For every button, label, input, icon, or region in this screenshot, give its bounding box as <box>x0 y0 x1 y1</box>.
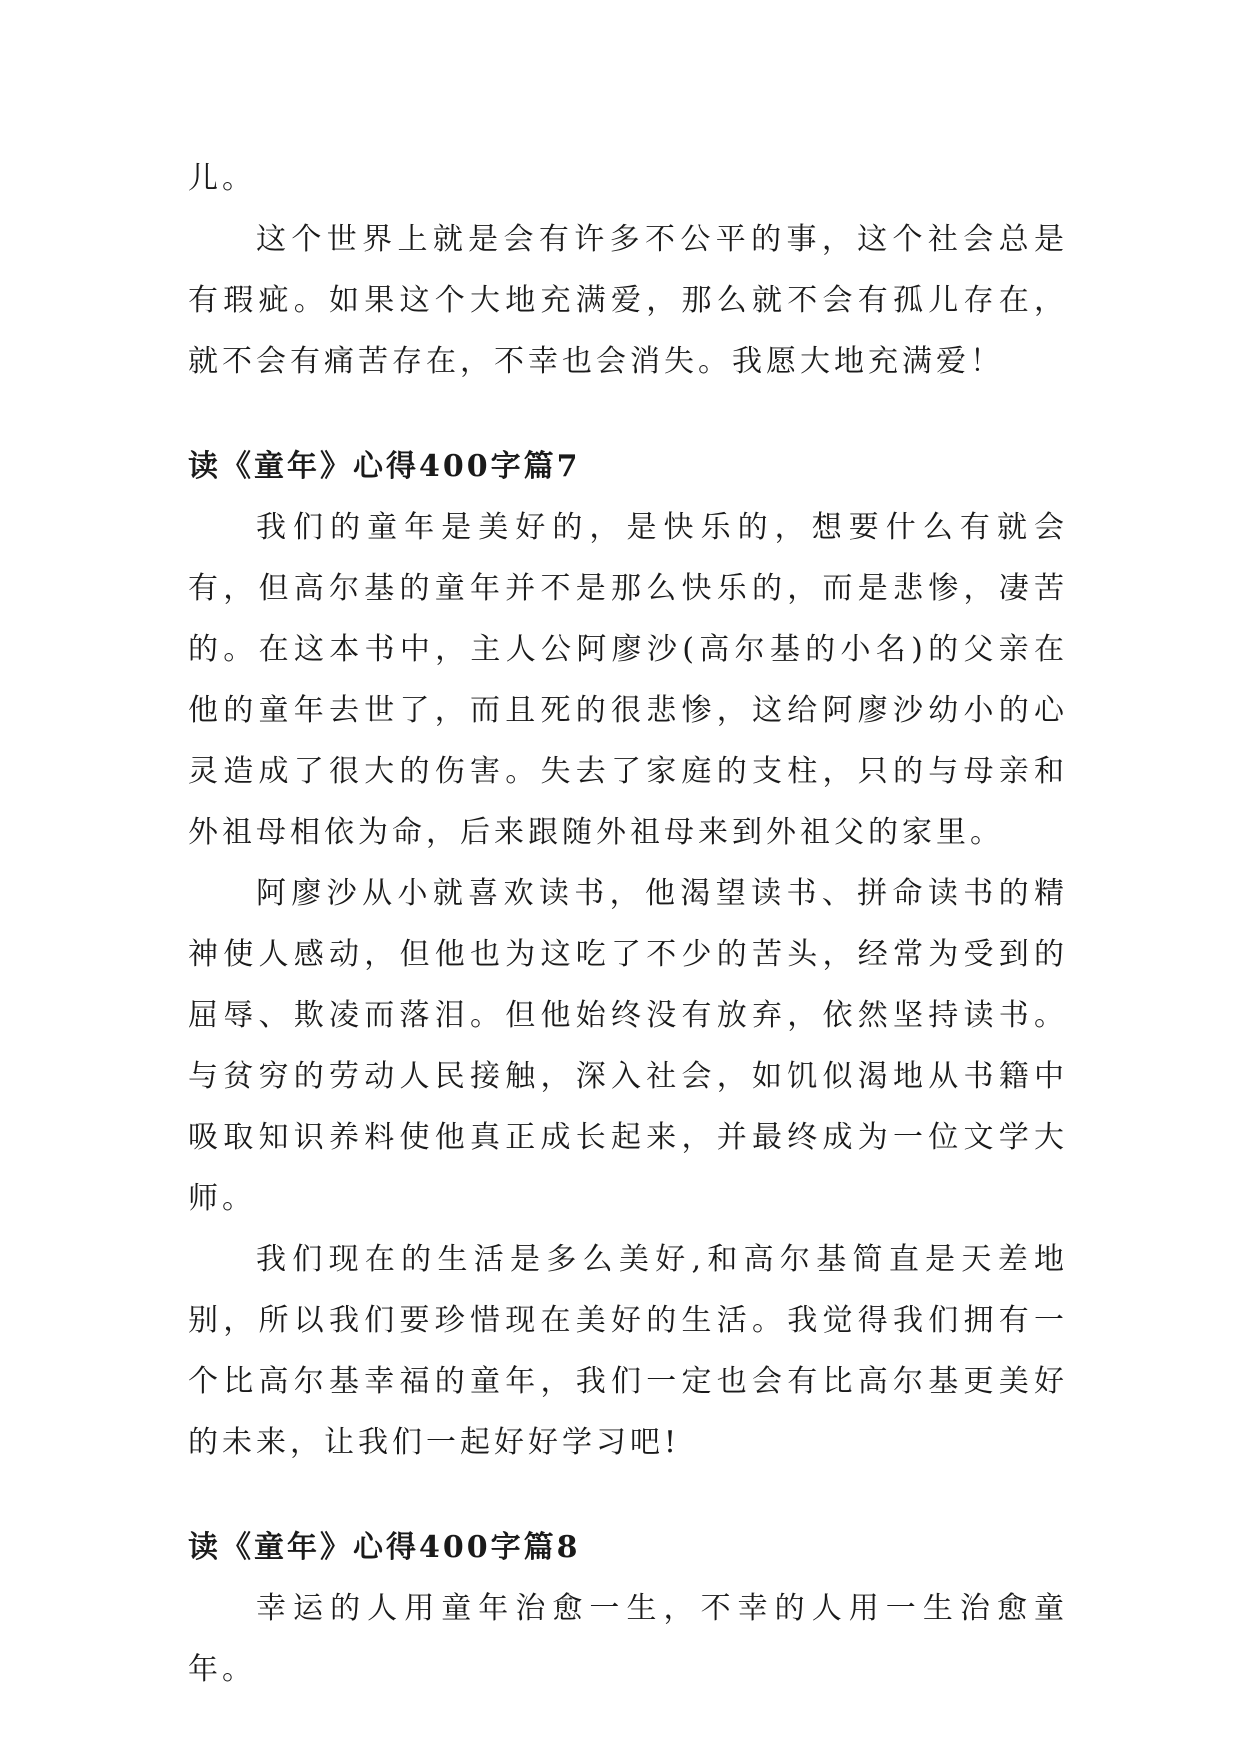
continuation-text: 儿。 <box>188 161 256 196</box>
paragraph: 阿廖沙从小就喜欢读书，他渴望读书、拼命读书的精神使人感动，但他也为这吃了不少的苦头，经常为受到的屈辱、欺凌而落泪。但他始终没有放弃，依然坚持读书。与贫穷的劳动人民接触，深入社会，如饥似渴地从书籍中吸取知识养料使他真正成长起来，并最终成为一位文学大师。 <box>188 876 1068 1216</box>
section-heading: 读《童年》心得400字篇7 <box>188 449 581 484</box>
section-heading: 读《童年》心得400字篇8 <box>188 1530 581 1565</box>
paragraph: 我们的童年是美好的，是快乐的，想要什么有就会有，但高尔基的童年并不是那么快乐的，而是悲惨，凄苦的。在这本书中，主人公阿廖沙(高尔基的小名)的父亲在他的童年去世了，而且死的很悲惨，这给阿廖沙幼小的心灵造成了很大的伤害。失去了家庭的支柱，只的与母亲和外祖母相依为命，后来跟随外祖母来到外祖父的家里。 <box>188 510 1068 850</box>
section-spacer <box>188 392 1068 436</box>
section-spacer <box>188 1473 1068 1517</box>
paragraph: 这个世界上就是会有许多不公平的事，这个社会总是有瑕疵。如果这个大地充满爱，那么就不会有孤儿存在，就不会有痛苦存在，不幸也会消失。我愿大地充满爱！ <box>188 222 1068 379</box>
paragraph: 幸运的人用童年治愈一生，不幸的人用一生治愈童年。 <box>188 1591 1068 1687</box>
document-body <box>188 148 1068 1700</box>
paragraph: 我们现在的生活是多么美好,和高尔基简直是天差地别，所以我们要珍惜现在美好的生活。我觉得我们拥有一个比高尔基幸福的童年，我们一定也会有比高尔基更美好的未来，让我们一起好好学习吧! <box>188 1242 1068 1460</box>
